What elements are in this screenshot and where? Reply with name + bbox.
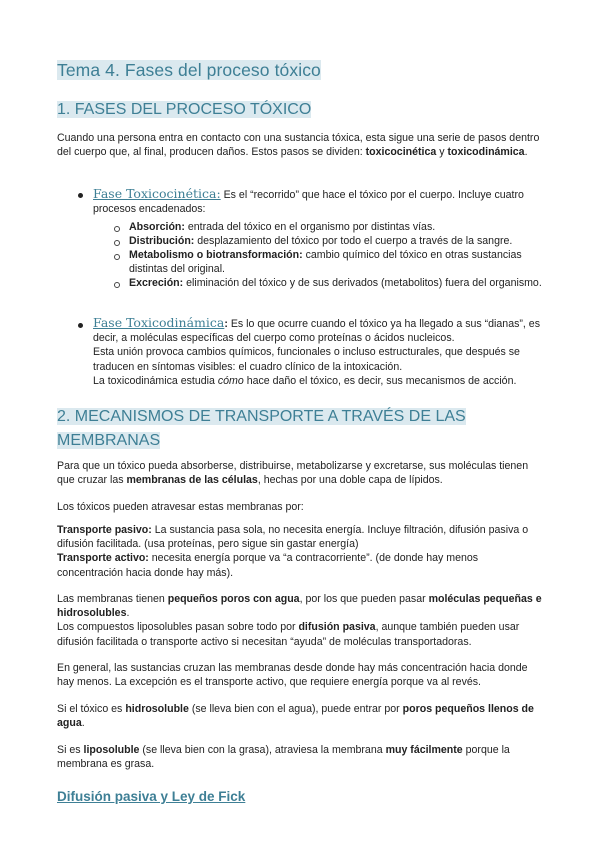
bullet-dot-icon — [78, 323, 83, 328]
section-1-heading: 1. FASES DEL PROCESO TÓXICO — [57, 101, 312, 118]
document-title: Tema 4. Fases del proceso tóxico — [57, 60, 321, 80]
liposoluble-paragraph: Si es liposoluble (se lleva bien con la grasa), atraviesa la membrana muy fácilmente porque la membrana es grasa. — [57, 744, 510, 771]
toxicodinamica-item: Fase Toxicodinámica: Es lo que ocurre cuando el tóxico ya ha llegado a sus “dianas”, es decir, a moléculas específicas del cuerpo como proteínas o ácidos nucleicos. Esta unión provoca cambios químicos, funcionales o incluso estructurales, que después se traducen en síntomas visibles: el cuadro clínico de la intoxicación. La toxicodinámica estudia cómo hace daño el tóxico, es decir, sus mecanismos de acción. — [93, 315, 540, 387]
circle-bullet-icon — [114, 282, 120, 288]
subitem-distribucion: Distribución: desplazamiento del tóxico por todo el cuerpo a través de la sangre. — [129, 235, 513, 247]
toxicocinetica-item: Fase Toxicocinética: Es el “recorrido” que hace el tóxico por el cuerpo. Incluye cuatro procesos encadenados: — [93, 186, 524, 216]
circle-bullet-icon — [114, 254, 120, 260]
toxicocinetica-link[interactable]: Fase Toxicocinética: — [93, 186, 221, 201]
subheading-difusion-pasiva: Difusión pasiva y Ley de Fick — [57, 789, 246, 804]
bullet-dot-icon — [78, 193, 83, 198]
section-2-heading: 2. MECANISMOS DE TRANSPORTE A TRAVÉS DE LAS MEMBRANAS — [57, 408, 466, 449]
section-2-paragraph-2: Los tóxicos pueden atravesar estas membranas por: — [57, 501, 304, 513]
subitem-excrecion: Excreción: eliminación del tóxico y de sus derivados (metabolitos) fuera del organismo. — [129, 277, 542, 289]
transport-types: Transporte pasivo: La sustancia pasa sola, no necesita energía. Incluye filtración, difusión pasiva o difusión facilitada. (usa proteínas, pero sigue sin gastar energía) Transporte activo: necesita energía porque va “a contracorriente”. (de donde hay menos concentración hacia donde hay más). — [57, 524, 529, 579]
bullet-dot — [78, 189, 86, 201]
section-2-paragraph-1: Para que un tóxico pueda absorberse, distribuirse, metabolizarse y excretarse, sus moléculas tienen que cruzar las membranas de las células, hechas por una doble capa de lípidos. — [57, 460, 529, 487]
hidrosoluble-paragraph: Si el tóxico es hidrosoluble (se lleva bien con el agua), puede entrar por poros pequeños llenos de agua. — [57, 703, 534, 730]
membrane-pores-paragraph: Las membranas tienen pequeños poros con agua, por los que pueden pasar moléculas pequeñas e hidrosolubles. Los compuestos liposolubles pasan sobre todo por difusión pasiva, aunque también pueden usar difusión facilitada o transporte activo si necesitan “ayuda” de moléculas transportadoras. — [57, 593, 542, 648]
concentration-paragraph: En general, las sustancias cruzan las membranas desde donde hay más concentración hacia donde hay menos. La excepción es el transporte activo, que requiere energía porque va al revés. — [57, 662, 528, 689]
subitem-metabolismo: Metabolismo o biotransformación: cambio químico del tóxico en otras sustancias distintas del original. — [129, 249, 522, 276]
circle-bullet-icon — [114, 240, 120, 246]
subitem-absorcion: Absorción: entrada del tóxico en el organismo por distintas vías. — [129, 221, 436, 233]
section-1-intro: Cuando una persona entra en contacto con una sustancia tóxica, esta sigue una serie de pasos dentro del cuerpo que, al final, producen daños. Estos pasos se dividen: toxicocinética y toxicodinámica. — [57, 132, 540, 159]
circle-bullet-icon — [114, 226, 120, 232]
bullet-dot — [78, 319, 86, 331]
toxicodinamica-link[interactable]: Fase Toxicodinámica — [93, 315, 225, 330]
